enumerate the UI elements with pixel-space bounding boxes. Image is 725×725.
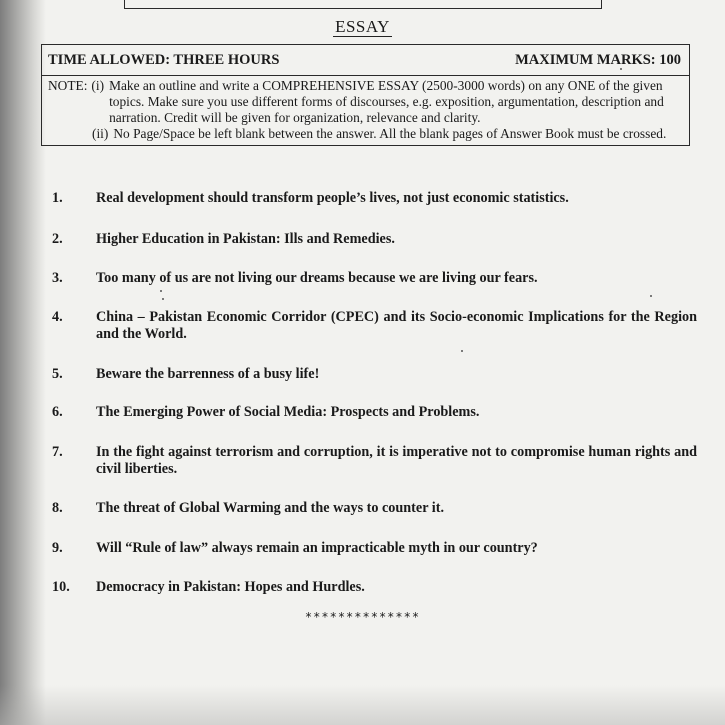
- topic-number: 5.: [52, 366, 63, 382]
- topic-text: Beware the barrenness of a busy life!: [96, 366, 320, 382]
- topic-number: 2.: [52, 231, 63, 247]
- topic-text: Higher Education in Pakistan: Ills and Remedies.: [96, 231, 395, 247]
- end-marker: **************: [304, 610, 421, 624]
- scan-shadow-bottom: [0, 685, 725, 725]
- page-title: [0, 17, 725, 37]
- topic-number: 4.: [52, 309, 63, 325]
- note-1-text: Make an outline and write a COMPREHENSIVE ESSAY (2500-3000 words) on any ONE of the given topics. Make sure you use different forms of discourses, e.g. exposition, argumentation, description and narration. Credit will be given for organization, relevance and clarity.: [109, 78, 664, 125]
- topic-text: The Emerging Power of Social Media: Prospects and Problems.: [96, 404, 480, 420]
- scan-speck: [650, 295, 652, 297]
- note-2-text: No Page/Space be left blank between the answer. All the blank pages of Answer Book must be crossed.: [113, 126, 667, 141]
- top-box-border: [124, 0, 602, 9]
- header-table: [41, 44, 690, 146]
- scan-speck: [162, 298, 164, 300]
- topic-number: 10.: [52, 579, 70, 595]
- note-2-marker: (ii): [92, 126, 109, 141]
- scan-speck: [620, 68, 622, 70]
- topic-text: Democracy in Pakistan: Hopes and Hurdles.: [96, 579, 365, 595]
- topic-text: China – Pakistan Economic Corridor (CPEC) and its Socio-economic Implications for the Region and the World.: [96, 309, 697, 342]
- header-row: [42, 45, 689, 76]
- topic-number: 6.: [52, 404, 63, 420]
- topic-text: The threat of Global Warming and the ways to counter it.: [96, 500, 444, 516]
- note-line-2: [48, 126, 683, 142]
- title-text: ESSAY: [335, 17, 390, 36]
- note-label: NOTE:: [48, 78, 88, 93]
- topic-number: 9.: [52, 540, 63, 556]
- note-1-marker: (i): [91, 78, 105, 93]
- note-line-1: [48, 78, 683, 126]
- note-block: [42, 76, 689, 145]
- topic-number: 7.: [52, 444, 63, 460]
- topic-text: Will “Rule of law” always remain an impracticable myth in our country?: [96, 540, 538, 556]
- topic-number: 8.: [52, 500, 63, 516]
- time-allowed: TIME ALLOWED: THREE HOURS: [48, 51, 280, 68]
- topic-text: Too many of us are not living our dreams because we are living our fears.: [96, 270, 538, 286]
- topic-text: Real development should transform people’s lives, not just economic statistics.: [96, 190, 569, 206]
- topic-text: In the fight against terrorism and corruption, it is imperative not to compromise human rights and civil liberties.: [96, 444, 697, 477]
- scan-speck: [461, 350, 463, 352]
- topic-number: 3.: [52, 270, 63, 286]
- maximum-marks: MAXIMUM MARKS: 100: [515, 51, 681, 68]
- topic-number: 1.: [52, 190, 63, 206]
- scan-speck: [160, 290, 162, 292]
